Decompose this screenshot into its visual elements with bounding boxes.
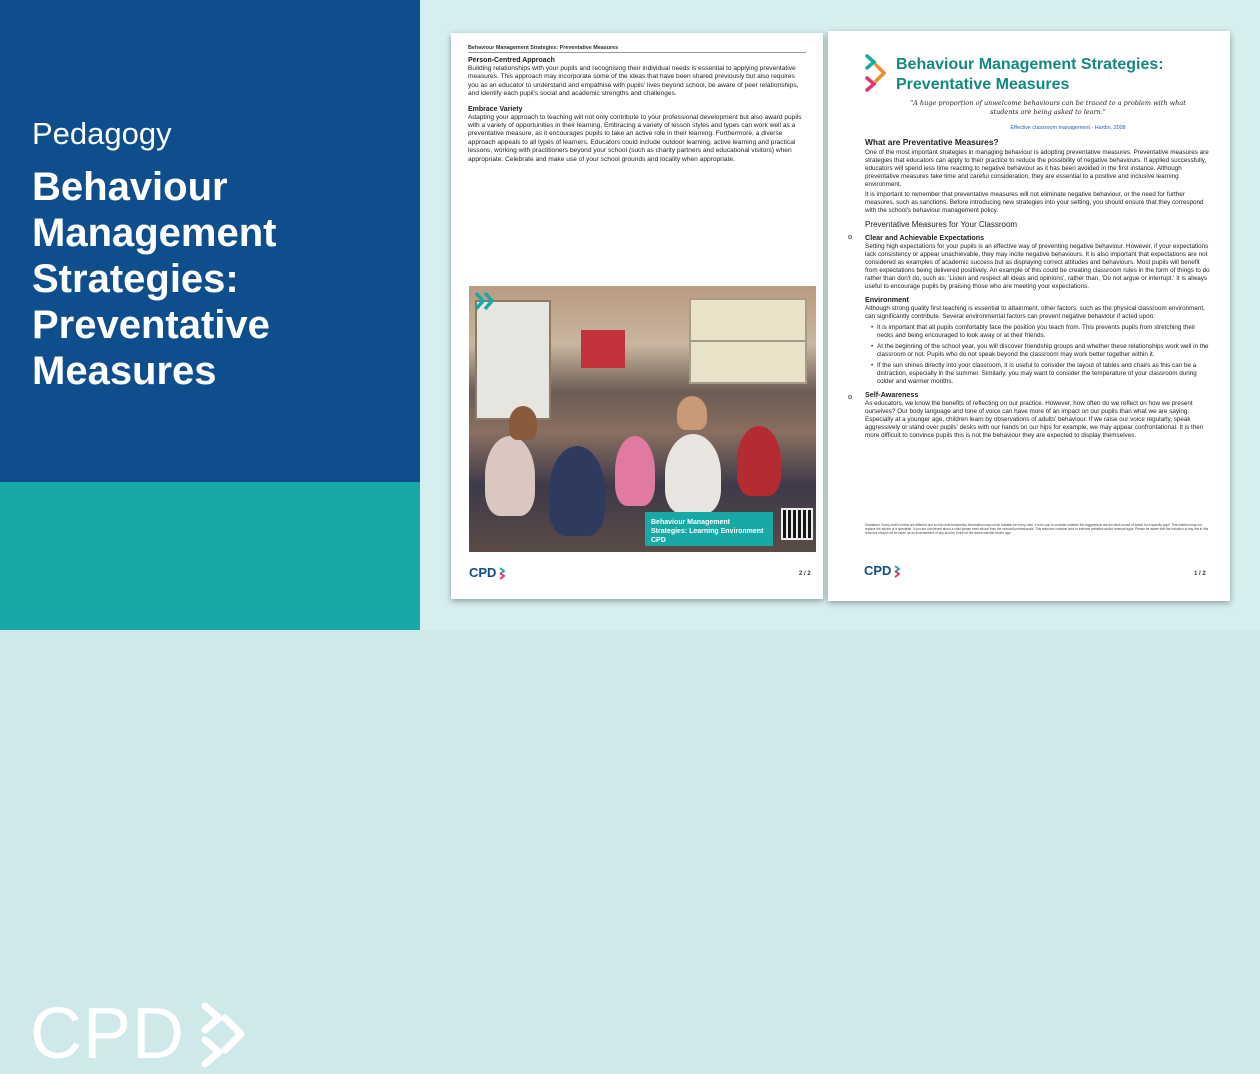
section-title: Embrace Variety <box>468 105 523 113</box>
banner-logo-panel <box>0 482 420 1074</box>
paragraph: It is important to remember that preventative measures will not eliminate negative behaviour, or the need for further measures, such as sanctions. Before introducing new strategies into your setting, you should ensure that they correspond with the school's behaviour management policy. <box>865 191 1204 214</box>
section-heading: What are Preventative Measures? <box>865 137 999 147</box>
banner-kicker: Pedagogy <box>32 116 172 151</box>
quote-citation-link[interactable]: Effective classroom management - Hardin, 2008 <box>1010 125 1126 131</box>
page-number: 1 / 2 <box>1194 571 1206 577</box>
chevron-arrows-icon <box>473 290 499 312</box>
red-board <box>581 330 625 368</box>
document-title: Behaviour Management Strategies: Preventative Measures <box>896 56 1164 93</box>
resource-caption-link[interactable]: Behaviour Management Strategies: Learning Environment CPD <box>645 512 773 546</box>
pupil-figure <box>677 396 707 430</box>
qr-code-icon[interactable] <box>781 508 813 540</box>
section-text: Adapting your approach to teaching will not only contribute to your professional development but also award pupils with a variety of opportunities in their learning. Embracing a variety of lesson styles and types can work well as a preventative measure, as it encourages pupils to take an active role in their learning. Furthermore, a diverse approach appeals to all types of learners. Educators could include outdoor learning, active learning and practical lessons, working with practitioners beyond your school (such as charity partners and educational visitors) when appropriate. Celebrate and make use of your school grounds and locality when appropriate. <box>468 113 802 163</box>
pupil-figure <box>509 406 537 440</box>
cpd-logo <box>30 994 263 1074</box>
section-heading: Preventative Measures for Your Classroom <box>865 220 1018 229</box>
banner-panel <box>0 0 420 482</box>
footer-logo-text: CPD <box>864 563 892 578</box>
document-page-2 <box>451 33 823 599</box>
footer-logo <box>469 565 508 580</box>
list-item: • It is important that all pupils comfortably face the position you teach from. This prevents pupils from stretching their necks and being encouraged to look away or at their friends. <box>871 324 1210 340</box>
quote: "A huge proportion of unwelcome behaviours can be traced to a problem with what students are being asked to learn." <box>910 99 1186 116</box>
whiteboard <box>475 300 551 420</box>
paragraph: One of the most important strategies in managing behaviour is adopting preventative measures. Preventative measures are strategies that educators can apply to their practice to reduce the possibility of negative behaviours. If applied successfully, educators will spend less time reacting to negative behaviour as it has been avoided in the first instance. Although preventative measures take time and careful consideration, they are essential to a positive and inclusive learning environment. <box>865 149 1209 188</box>
footer-logo-text: CPD <box>469 565 497 580</box>
cpd-logo-text: CPD <box>30 994 186 1074</box>
chevron-arrows-icon <box>893 564 903 578</box>
pupil-figure <box>549 446 605 536</box>
pupil-figure <box>737 426 781 496</box>
paragraph: As educators, we know the benefits of reflecting on our practice. However, how often do we reflect on how we present ourselves? Our body language and tone of voice can have more of an impact on our pupils than what we are saying. Especially at a younger age, children learn by observations of adults' behaviour. If we raise our voice regularly, speak aggressively or stand over pupils' desks with our hands on our hips for example, we may appear confrontational. It is then more difficult to convince pupils this is not the behaviour they are expected to display themselves. <box>865 400 1204 439</box>
chevron-arrows-icon <box>197 994 263 1074</box>
chevron-arrows-icon <box>498 566 508 580</box>
footer-logo <box>864 563 903 578</box>
classroom-photo <box>469 286 816 552</box>
banner-headline: Behaviour Management Strategies: Preventative Measures <box>32 165 277 393</box>
pupil-figure <box>485 436 535 516</box>
pupil-figure <box>665 434 721 514</box>
page-number: 2 / 2 <box>799 571 811 577</box>
chevron-arrows-icon <box>863 53 891 93</box>
disclaimer: Disclaimer: Every child's needs are different and so the most trustworthy information may not be suitable for every child. It is for you to consider whether the suggestions are the best course of action for a specific pupil. This material may not replace the advice of a specialist. If you are concerned about a child please seek advice from the relevant professionals. This resource contains links to external websites and/or external apps. Please be aware that the inclusion of any link in this resource should not be taken as an endorsement of any kind by Twinkl of the linked website and/or app. <box>865 523 1209 536</box>
subheading: Self-Awareness <box>865 390 919 399</box>
section-title: Person-Centred Approach <box>468 57 555 64</box>
pupil-figure <box>615 436 655 506</box>
section-text: Building relationships with your pupils and recognising their individual needs is essential to applying preventative measures. This approach may incorporate some of the ideas that have been shared previously but also requires you as an educator to understand and empathise with pupils' lives beyond school, be aware of peer relationships, and identify each pupil's social and academic strengths and challenges. <box>468 65 799 98</box>
subheading: Clear and Achievable Expectations <box>865 233 985 242</box>
margin-marker <box>848 395 852 399</box>
margin-marker <box>848 235 852 239</box>
classroom-window <box>689 298 807 384</box>
list-item: • At the beginning of the school year, you will discover friendship groups and whether these relationships work well in the classroom or not. Pupils who do not speak beyond the classroom may work better together within it. <box>871 343 1210 359</box>
environment-list <box>871 324 1210 386</box>
subheading: Environment <box>865 295 909 304</box>
document-page-1 <box>828 31 1230 601</box>
paragraph: Setting high expectations for your pupils is an effective way of preventing negative behaviour. However, if your expectations lack consistency or appear unachievable, they may incite negative behaviours. It is also important that expectations are not considered as examples of academic success but as displaying correct attitudes and behaviours. Most pupils will benefit from expectations being delivered positively. An example of this could be creating classroom rules in the form of things to do rather than don't do, such as: 'Listen and respect all ideas and opinions', rather than, 'Do not argue or interrupt.' It is always useful to encourage pupils by praising those who are meeting your expectations. <box>865 243 1210 290</box>
list-item: • If the sun shines directly into your classroom, it is useful to consider the layout of tables and chairs as this can be a distraction, especially in the summer. Similarly, you may want to consider the temperature of your classroom during colder and warmer months. <box>871 362 1210 386</box>
paragraph: Although strong quality first teaching is essential to attainment, other factors, such as the physical classroom environment, can significantly contribute. Several environmental factors can prevent negative behaviour if acted upon: <box>865 305 1205 320</box>
page-header: Behaviour Management Strategies: Preventative Measures <box>468 45 806 53</box>
